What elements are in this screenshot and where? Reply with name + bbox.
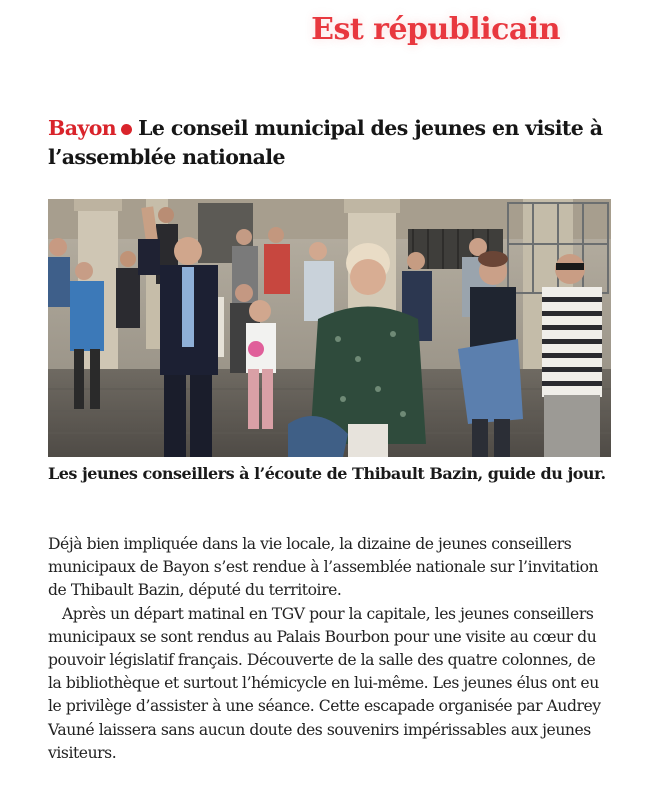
bullet-dot-icon: [121, 124, 132, 135]
newspaper-logo: Est républicain: [311, 12, 560, 47]
photo-caption: Les jeunes conseillers à l’écoute de Thibault Bazin, guide du jour.: [48, 464, 606, 483]
locality-label: Bayon: [48, 116, 117, 140]
article-photo: [48, 199, 611, 457]
article-headline: [48, 114, 608, 172]
masthead: [0, 8, 650, 58]
group-photo-illustration: [48, 199, 611, 457]
article-paragraph: Déjà bien impliquée dans la vie locale, la dizaine de jeunes conseillers municipaux de Bayon s’est rendue à l’assemblée nationale sur l’invitation de Thibault Bazin, député du territoire.: [48, 535, 599, 600]
headline-text: Le conseil municipal des jeunes en visite à l’assemblée nationale: [48, 116, 603, 169]
article-paragraph: Après un départ matinal en TGV pour la capitale, les jeunes conseillers municipaux se sont rendus au Palais Bourbon pour une visite au cœur du pouvoir législatif français. Découverte de la salle des quatre colonnes, de la bibliothèque et surtout l’hémicycle en lui-même. Les jeunes élus ont eu le privilège d’assister à une séance. Cette escapade organisée par Audrey Vauné laissera sans aucun doute des souvenirs impérissables aux jeunes visiteurs.: [48, 604, 601, 762]
article-body: [48, 533, 613, 765]
